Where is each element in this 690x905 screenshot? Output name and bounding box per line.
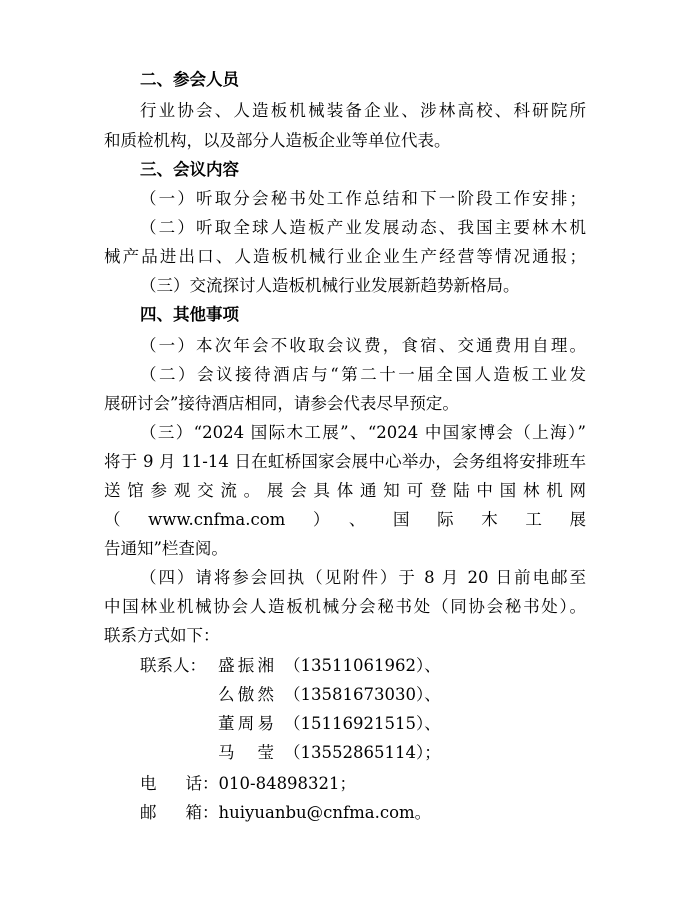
contact-phone: （15116921515）、 [284, 714, 441, 733]
paragraph-line: 械产品进出口、人造板机械行业企业生产经营等情况通报； [104, 247, 586, 266]
telephone-value: ：010-84898321； [202, 774, 357, 793]
paragraph-line: （四）请将参会回执（见附件）于 8 月 20 日前电邮至 [140, 568, 586, 587]
section-heading-other: 四、其他事项 [140, 305, 239, 324]
paragraph-line: （www.cnfma.com）、国际木工展 [104, 510, 586, 529]
paragraph-line: （三）交流探讨人造板机械行业发展新趋势新格局。 [140, 276, 520, 295]
paragraph-line: （一）本次年会不收取会议费，食宿、交通费用自理。 [140, 336, 586, 355]
contact-label: 联系人： [140, 656, 206, 675]
section-heading-content: 三、会议内容 [140, 160, 239, 179]
email-row [140, 803, 431, 823]
paragraph-line: 和质检机构，以及部分人造板企业等单位代表。 [104, 131, 451, 150]
paragraph-line: 将于 9 月 11-14 日在虹桥国家会展中心举办，会务组将安排班车 [104, 452, 586, 471]
contact-name-text: 么傲然 [218, 685, 274, 704]
contact-name [218, 656, 274, 676]
contact-phone: （13552865114）； [284, 743, 441, 762]
contact-name [218, 685, 274, 705]
paragraph-line: （一）听取分会秘书处工作总结和下一阶段工作安排； [140, 189, 586, 208]
telephone-label: 电 话 [140, 774, 202, 793]
contact-name-text: 马 莹 [218, 743, 274, 762]
email-value: ：huiyuanbu@cnfma.com。 [202, 803, 432, 822]
paragraph-line: 告通知”栏查阅。 [104, 539, 228, 558]
contact-name [218, 714, 274, 734]
section-heading-participants: 二、参会人员 [140, 70, 239, 89]
paragraph-line: 联系方式如下： [104, 626, 220, 645]
paragraph-line: （二）听取全球人造板产业发展动态、我国主要林木机 [140, 218, 586, 237]
contact-phone: （13511061962）、 [284, 656, 441, 675]
paragraph-line: （二）会议接待酒店与“第二十一届全国人造板工业发 [140, 365, 586, 384]
contact-name-text: 董周易 [218, 714, 274, 733]
email-label: 邮 箱 [140, 803, 202, 822]
contact-name-text: 盛振湘 [218, 656, 274, 675]
telephone-row [140, 774, 356, 794]
contact-name [218, 743, 274, 763]
paragraph-line: 行业协会、人造板机械装备企业、涉林高校、科研院所 [140, 101, 586, 120]
paragraph-line: 中国林业机械协会人造板机械分会秘书处（同协会秘书处）。 [104, 597, 586, 616]
paragraph-line: 展研讨会”接待酒店相同，请参会代表尽早预定。 [104, 394, 459, 413]
paragraph-line: （三）“2024 国际木工展”、“2024 中国家博会（上海）” [140, 423, 586, 442]
contact-phone: （13581673030）、 [284, 685, 441, 704]
paragraph-line: 送馆参观交流。展会具体通知可登陆中国林机网 [104, 481, 586, 500]
